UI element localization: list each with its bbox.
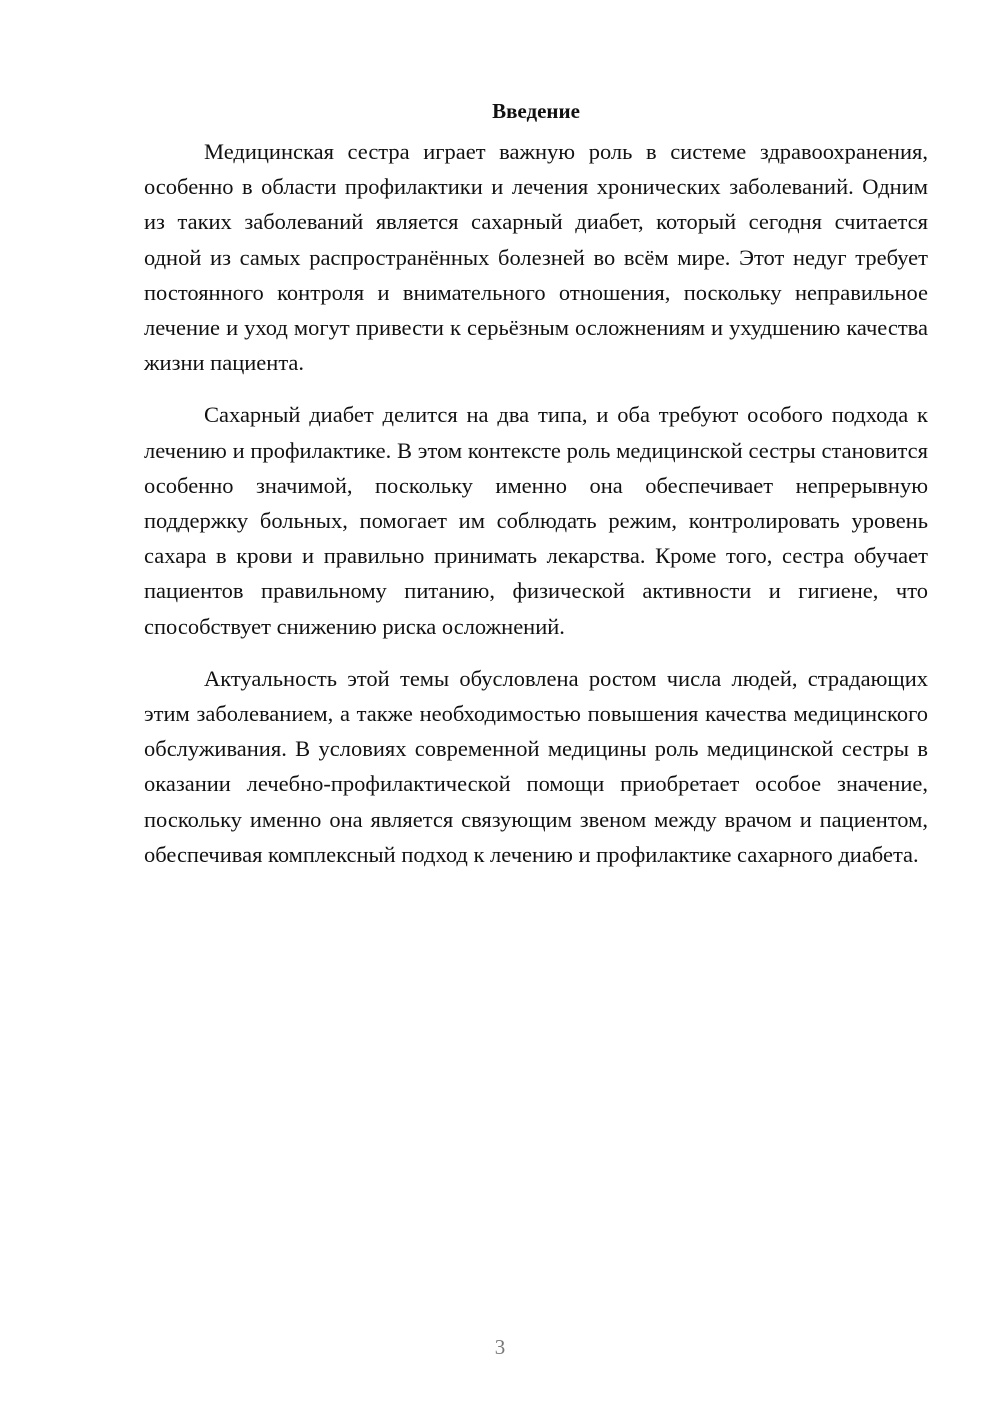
section-heading: Введение <box>492 99 580 123</box>
page-content <box>144 96 928 872</box>
paragraph-3: Актуальность этой темы обусловлена ростом числа людей, страдающих этим заболеванием, а также необходимостью повышения качества медицинского обслуживания. В условиях современной медицины роль медицинской сестры в оказании лечебно-профилактической помощи приобретает особое значение, поскольку именно она является связующим звеном между врачом и пациентом, обеспечивая комплексный подход к лечению и профилактике сахарного диабета. <box>144 665 928 867</box>
page-number: 3 <box>494 1335 506 1359</box>
paragraph-2: Сахарный диабет делится на два типа, и оба требуют особого подхода к лечению и профилактике. В этом контексте роль медицинской сестры становится особенно значимой, поскольку именно она обеспечивает непрерывную поддержку больных, помогает им соблюдать режим, контролировать уровень сахара в крови и правильно принимать лекарства. Кроме того, сестра обучает пациентов правильному питанию, физической активности и гигиене, что способствует снижению риска осложнений. <box>144 402 928 639</box>
paragraph-1: Медицинская сестра играет важную роль в системе здравоохранения, особенно в области профилактики и лечения хронических заболеваний. Одним из таких заболеваний является сахарный диабет, который сегодня считается одной из самых распространённых болезней во всём мире. Этот недуг требует постоянного контроля и внимательного отношения, поскольку неправильное лечение и уход могут привести к серьёзным осложнениям и ухудшению качества жизни пациента. <box>144 139 928 376</box>
